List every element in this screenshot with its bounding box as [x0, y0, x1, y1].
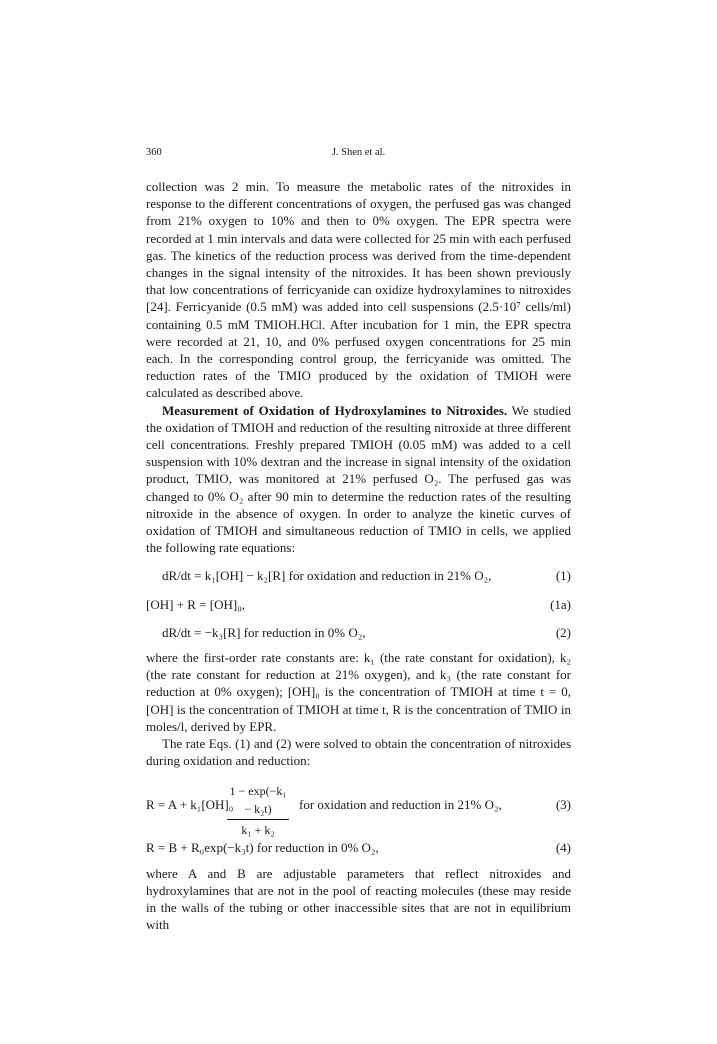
equation-1a-text: [OH] + R = [OH]₀, — [146, 596, 245, 612]
equation-1-number: (1) — [555, 568, 571, 584]
paragraph-adjustable-parameters: where A and B are adjustable parameters that reflect nitroxides and hydroxylamines that are not in the pool of reacting molecules (these may reside in the walls of the tubing or other inaccessible sites that are not in equilibrium with — [146, 865, 571, 933]
page-number: 360 — [146, 147, 162, 158]
body-text — [146, 178, 571, 933]
paragraph-oxidation-measurement — [146, 402, 571, 557]
equation-3-numerator: 1 − exp(−k₁ − k₂t) — [227, 783, 289, 819]
equation-1 — [146, 567, 571, 584]
paragraph-methods-continued: collection was 2 min. To measure the metabolic rates of the nitroxides in response to the different concentrations of oxygen, the perfused gas was changed from 21% oxygen to 10% and then to 0% oxygen. The EPR spectra were recorded at 1 min intervals and data were collected for 25 min with each perfused gas. The kinetics of the reduction process was derived from the time-dependent changes in the signal intensity of the nitroxides. It has been shown previously that low concentrations of ferricyanide can oxidize hydroxylamines to nitroxides [24]. Ferricyanide (0.5 mM) was added into cell suspensions (2.5·10⁷ cells/ml) containing 0.5 mM TMIOH.HCl. After incubation for 1 min, the EPR spectra were recorded at 21, 10, and 0% perfused oxygen concentrations for 25 min each. In the corresponding control group, the ferricyanide was omitted. The reduction rates of the TMIO produced by the oxidation of TMIOH were calculated as described above. — [146, 179, 571, 401]
equation-2 — [146, 624, 571, 641]
equation-4-text: R = B + R₀exp(−k₃t) for reduction in 0% O₂, — [146, 840, 379, 856]
equation-4-number: (4) — [555, 840, 571, 856]
equation-3-fraction — [227, 783, 289, 839]
paragraph-rate-constants: where the first-order rate constants are: k₁ (the rate constant for oxidation), k₂ (the rate constant for reduction at 21% oxygen), and k₃ (the rate constant for reduction at 0% oxygen); [OH]₀ is the concentration of TMIOH at time t = 0, [OH] is the concentration of TMIOH at time t, R is the concentration of TMIO in moles/l, derived by EPR. — [146, 650, 571, 734]
equation-3-number: (3) — [555, 797, 571, 813]
equation-3-lhs: R = A + k₁[OH]₀ — [146, 797, 234, 813]
section-heading: Measurement of Oxidation of Hydroxylamines to Nitroxides. — [162, 402, 508, 418]
page-header — [146, 147, 571, 163]
paragraph-solved-equations: The rate Eqs. (1) and (2) were solved to obtain the concentration of nitroxides during oxidation and reduction: — [146, 736, 571, 769]
equation-2-number: (2) — [555, 624, 571, 640]
equation-3-denominator: k₁ + k₂ — [241, 822, 275, 837]
paragraph-oxidation-body: We studied the oxidation of TMIOH and reduction of the resulting nitroxide at three different cell concentrations. Freshly prepared TMIOH (0.05 mM) was added to a cell suspension with 10% dextran and the increase in signal intensity of the oxidation product, TMIO, was monitored at 21% perfused O₂. The perfused gas was changed to 0% O₂ after 90 min to determine the reduction rates of the resulting nitroxide in the absence of oxygen. In order to analyze the kinetic curves of oxidation of TMIOH and simultaneous reduction of TMIO in cells, we applied the following rate equations: — [146, 402, 571, 556]
equation-4 — [146, 839, 571, 856]
equation-1-text: dR/dt = k₁[OH] − k₂[R] for oxidation and reduction in 21% O₂, — [162, 568, 492, 584]
equation-3 — [146, 783, 571, 837]
equation-1a-number: (1a) — [550, 596, 571, 612]
equation-3-condition: for oxidation and reduction in 21% O₂, — [299, 797, 502, 813]
equation-2-text: dR/dt = −k₃[R] for reduction in 0% O₂, — [162, 624, 366, 640]
running-head: J. Shen et al. — [331, 147, 386, 158]
equation-1a — [146, 596, 571, 613]
